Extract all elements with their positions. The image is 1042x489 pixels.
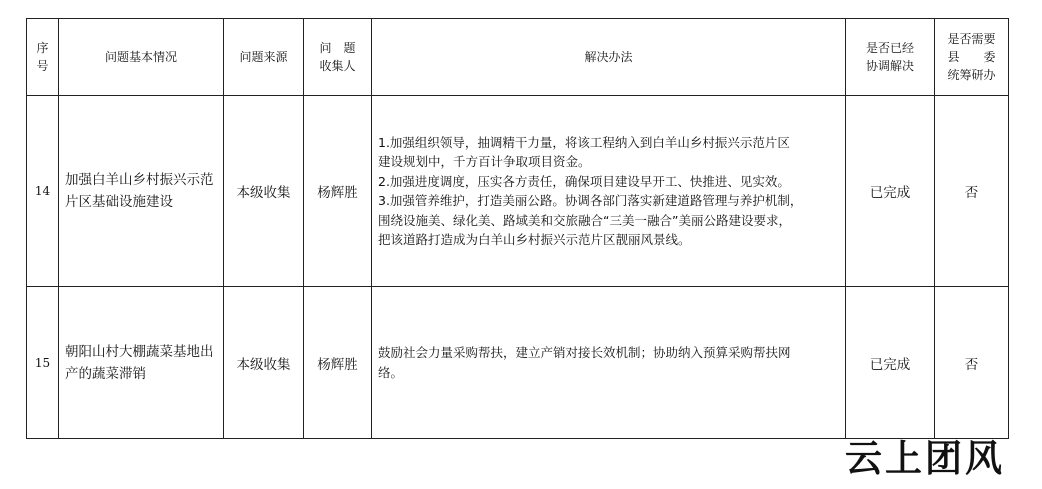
watermark-logo: 云上团风 <box>845 436 1005 480</box>
problem-description: 加强白羊山乡村振兴示范片区基础设施建设 <box>59 96 224 287</box>
problem-description: 朝阳山村大棚蔬菜基地出产的蔬菜滞销 <box>59 287 224 439</box>
row-number: 15 <box>27 287 59 439</box>
header-county: 是否需要 县 委 统筹研办 <box>935 19 1009 96</box>
problem-source: 本级收集 <box>224 287 304 439</box>
row-number: 14 <box>27 96 59 287</box>
collector-name: 杨辉胜 <box>304 96 372 287</box>
problem-source: 本级收集 <box>224 96 304 287</box>
table-row <box>27 287 1009 439</box>
header-source: 问题来源 <box>224 19 304 96</box>
collector-name: 杨辉胜 <box>304 287 372 439</box>
issue-table <box>26 18 1009 439</box>
header-resolved: 是否已经 协调解决 <box>846 19 935 96</box>
header-seq: 序 号 <box>27 19 59 96</box>
county-required: 否 <box>935 96 1009 287</box>
header-solution: 解决办法 <box>372 19 846 96</box>
table-row <box>27 96 1009 287</box>
solution-text: 1.加强组织领导，抽调精干力量，将该工程纳入到白羊山乡村振兴示范片区 建设规划中，千方百计争取项目资金。 2.加强进度调度，压实各方责任，确保项目建设早开工、快推进、见实效。 3.加强管养维护，打造美丽公路。协调各部门落实新建道路管理与养护机制， 围绕设施美、绿化美、路域美和交旅融合“三美一融合”美丽公路建设要求， 把该道路打造成为白羊山乡村振兴示范片区靓丽风景线。 <box>372 96 846 287</box>
solution-text: 鼓励社会力量采购帮扶，建立产销对接长效机制；协助纳入预算采购帮扶网 络。 <box>372 287 846 439</box>
header-collector: 问 题 收集人 <box>304 19 372 96</box>
resolved-status: 已完成 <box>846 96 935 287</box>
header-row <box>27 19 1009 96</box>
county-required: 否 <box>935 287 1009 439</box>
header-problem: 问题基本情况 <box>59 19 224 96</box>
resolved-status: 已完成 <box>846 287 935 439</box>
